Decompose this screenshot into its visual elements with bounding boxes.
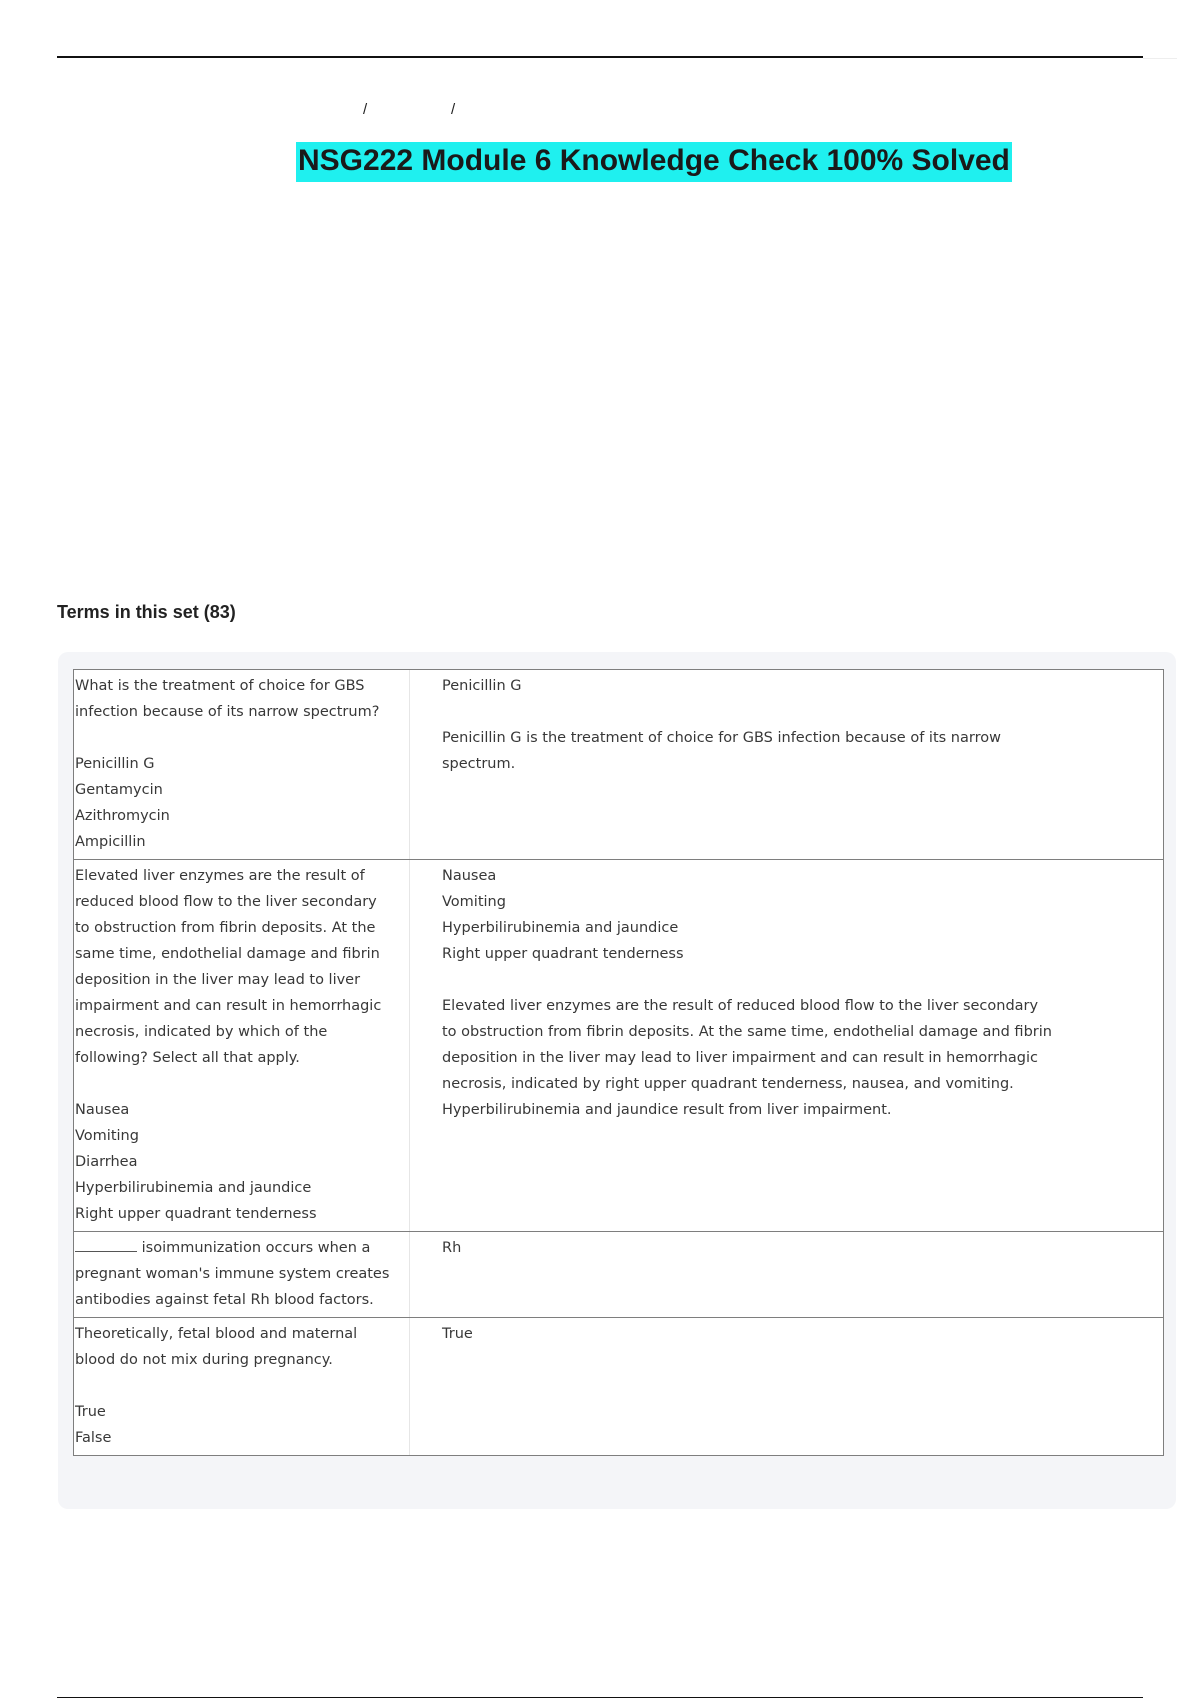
explanation-line: Penicillin G is the treatment of choice for GBS infection because of its narrow: [442, 730, 1001, 746]
answer-line: Right upper quadrant tenderness: [442, 946, 684, 962]
terms-heading: Terms in this set (83): [57, 602, 236, 622]
definition-cell: [410, 1232, 1163, 1317]
term-line: reduced blood flow to the liver secondary: [75, 894, 377, 910]
fill-in-blank: [75, 1235, 137, 1252]
term-cell: [74, 1232, 410, 1317]
answer-line: Nausea: [442, 868, 497, 884]
explanation-line: Hyperbilirubinemia and jaundice result from liver impairment.: [442, 1102, 892, 1118]
page-title: NSG222 Module 6 Knowledge Check 100% Solved: [298, 144, 1010, 177]
term-line: infection because of its narrow spectrum?: [75, 704, 380, 720]
term-line: to obstruction from fibrin deposits. At the: [75, 920, 376, 936]
definition-cell: [410, 860, 1163, 1231]
term-line: blood do not mix during pregnancy.: [75, 1352, 333, 1368]
top-rule: [57, 56, 1143, 58]
term-line: following? Select all that apply.: [75, 1050, 300, 1066]
answer-line: True: [442, 1326, 473, 1342]
term-option: Diarrhea: [75, 1154, 138, 1170]
term-cell: [74, 670, 410, 859]
term-option: Vomiting: [75, 1128, 139, 1144]
top-rule-tail: [1143, 58, 1177, 59]
term-option: Nausea: [75, 1102, 130, 1118]
term-line: necrosis, indicated by which of the: [75, 1024, 328, 1040]
term-option: Hyperbilirubinemia and jaundice: [75, 1180, 312, 1196]
term-line: [75, 1235, 409, 1261]
term-cell: [74, 860, 410, 1231]
term-line: pregnant woman's immune system creates: [75, 1266, 390, 1282]
answer-line: Rh: [442, 1240, 462, 1256]
flashcard-row: [74, 1317, 1163, 1455]
flashcard-row: [74, 670, 1163, 859]
term-line: impairment and can result in hemorrhagic: [75, 998, 382, 1014]
explanation-line: to obstruction from fibrin deposits. At the same time, endothelial damage and fibrin: [442, 1024, 1052, 1040]
answer-line: Hyperbilirubinemia and jaundice: [442, 920, 679, 936]
explanation-line: Elevated liver enzymes are the result of reduced blood flow to the liver secondary: [442, 998, 1039, 1014]
answer-line: Vomiting: [442, 894, 506, 910]
explanation-line: necrosis, indicated by right upper quadrant tenderness, nausea, and vomiting.: [442, 1076, 1014, 1092]
slash-mark: /: [451, 101, 456, 118]
term-option: True: [75, 1404, 106, 1420]
term-line: antibodies against fetal Rh blood factors.: [75, 1292, 374, 1308]
term-line: same time, endothelial damage and fibrin: [75, 946, 380, 962]
term-option: Gentamycin: [75, 782, 163, 798]
term-option: Penicillin G: [75, 756, 155, 772]
term-line: What is the treatment of choice for GBS: [75, 678, 365, 694]
answer-line: Penicillin G: [442, 678, 522, 694]
explanation-line: spectrum.: [442, 756, 516, 772]
definition-cell: [410, 1318, 1163, 1455]
title-highlight: [296, 142, 1012, 182]
term-line-rest: isoimmunization occurs when a: [137, 1240, 371, 1256]
slash-mark: /: [363, 101, 368, 118]
term-option: False: [75, 1430, 112, 1446]
term-option: Right upper quadrant tenderness: [75, 1206, 317, 1222]
term-line: Theoretically, fetal blood and maternal: [75, 1326, 358, 1342]
definition-cell: [410, 670, 1163, 859]
term-option: Azithromycin: [75, 808, 170, 824]
flashcard-row: [74, 859, 1163, 1231]
term-cell: [74, 1318, 410, 1455]
explanation-line: deposition in the liver may lead to liver impairment and can result in hemorrhagic: [442, 1050, 1038, 1066]
term-line: deposition in the liver may lead to liver: [75, 972, 361, 988]
term-option: Ampicillin: [75, 834, 146, 850]
flashcard-row: [74, 1231, 1163, 1317]
flashcard-table: [73, 669, 1164, 1456]
term-line: Elevated liver enzymes are the result of: [75, 868, 365, 884]
bottom-rule: [57, 1697, 1143, 1698]
